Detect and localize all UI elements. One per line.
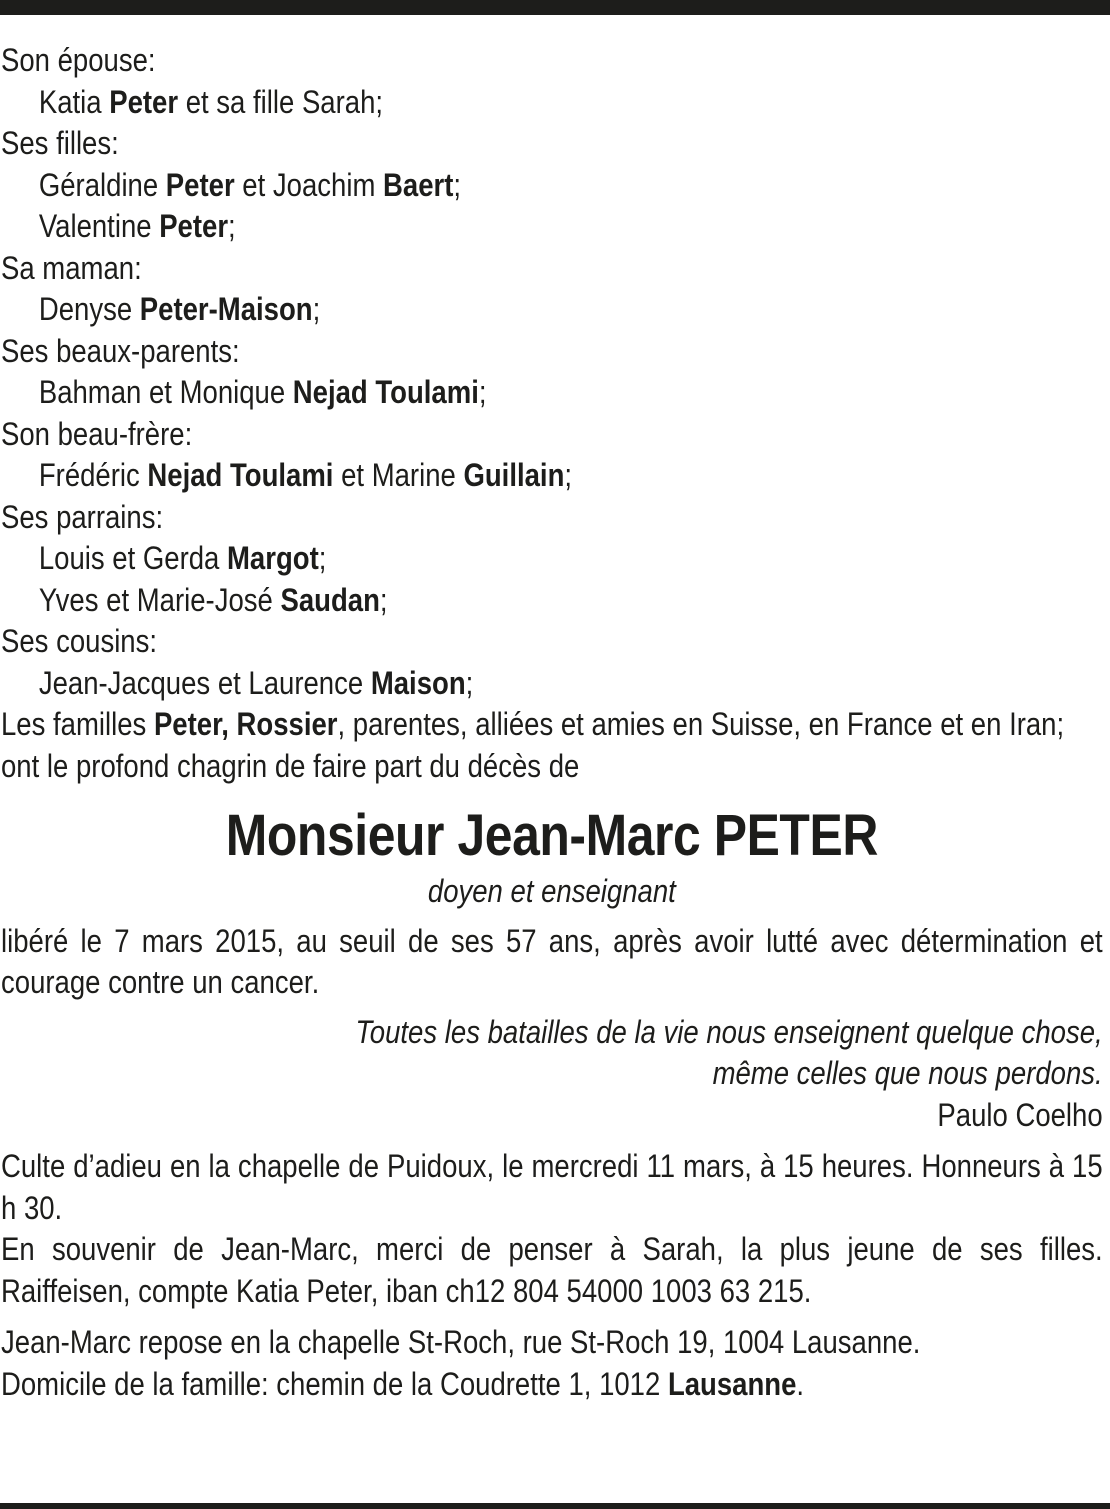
- text-span: et Marine: [333, 457, 464, 493]
- text-span: ;: [478, 374, 487, 410]
- text-span: Jean-Jacques et Laurence: [38, 664, 371, 701]
- text-span: Yves et Marie-José: [38, 581, 281, 618]
- families-line: [1, 704, 1103, 746]
- relative-group-heading: Son beau-frère:: [1, 415, 193, 452]
- text-span: Valentine: [38, 208, 160, 244]
- name-bold: Peter: [109, 83, 179, 120]
- relatives-list: [1, 40, 1103, 704]
- quote-line-1: Toutes les batailles de la vie nous enseignent quelque chose,: [355, 1013, 1103, 1050]
- name-bold: Nejad Toulami: [147, 457, 334, 493]
- text-span: , parentes, alliées et amies en Suisse, en France et en Iran;: [337, 706, 1065, 742]
- name-bold: Peter: [165, 166, 235, 203]
- relative-group-heading: Ses filles:: [1, 125, 119, 161]
- text-span: et sa fille Sarah;: [178, 83, 384, 120]
- text-span: ;: [228, 208, 236, 244]
- bottom-rule: [0, 1503, 1110, 1509]
- name-bold: Peter, Rossier: [153, 706, 338, 742]
- name-bold: Baert: [383, 166, 454, 203]
- text-span: Louis et Gerda: [38, 540, 228, 576]
- deceased-role: doyen et enseignant: [427, 873, 676, 909]
- relative-entry: [1, 580, 1103, 622]
- text-span: .: [796, 1365, 805, 1402]
- name-bold: Peter-Maison: [139, 291, 313, 327]
- name-bold: Saudan: [280, 581, 380, 618]
- name-bold: Maison: [370, 664, 466, 701]
- text-span: ;: [564, 457, 573, 493]
- text-span: ;: [379, 581, 388, 618]
- relative-entry: [1, 165, 1103, 207]
- relative-group-heading: Ses parrains:: [1, 498, 164, 535]
- text-span: Bahman et Monique: [38, 374, 293, 410]
- name-bold: Margot: [227, 540, 319, 576]
- relative-entry: [1, 206, 1103, 248]
- relative-group-heading: Son épouse:: [1, 42, 156, 78]
- name-bold: Guillain: [463, 457, 565, 493]
- name-bold: Lausanne: [667, 1365, 797, 1402]
- text-span: Géraldine: [38, 166, 166, 203]
- text-span: Frédéric: [38, 457, 148, 493]
- quote: [1, 1012, 1103, 1095]
- relative-entry: [1, 538, 1103, 580]
- text-span: ;: [465, 664, 474, 701]
- text-span: Denyse: [38, 291, 140, 327]
- memorial-text: En souvenir de Jean-Marc, merci de penser à Sarah, la plus jeune de ses filles. Raiffeisen, compte Katia Peter, iban ch12 804 54000 1003 63 215.: [1, 1231, 1103, 1309]
- death-text: libéré le 7 mars 2015, au seuil de ses 57 ans, après avoir lutté avec détermination et courage contre un cancer.: [1, 922, 1103, 1000]
- text-span: Les familles: [1, 706, 154, 742]
- relative-entry: [1, 289, 1103, 331]
- relative-entry: [1, 663, 1103, 705]
- text-span: ;: [312, 291, 321, 327]
- text-span: Domicile de la famille: chemin de la Coudrette 1, 1012: [1, 1365, 668, 1402]
- text-span: Katia: [38, 83, 110, 120]
- text-span: et Joachim: [234, 166, 384, 203]
- relative-group-heading: Sa maman:: [1, 249, 142, 286]
- top-rule: [0, 0, 1110, 15]
- name-bold: Peter: [159, 208, 229, 244]
- relative-group-heading: Ses cousins:: [1, 623, 158, 659]
- relative-entry: [1, 455, 1103, 497]
- quote-line-2: même celles que nous perdons.: [712, 1055, 1103, 1091]
- deceased-name: Monsieur Jean-Marc PETER: [225, 803, 878, 868]
- notice-content: [1, 40, 1103, 1405]
- ceremony-text: Culte d’adieu en la chapelle de Puidoux, le mercredi 11 mars, à 15 heures. Honneurs à 15 h 30.: [1, 1148, 1103, 1226]
- text-span: ;: [453, 166, 462, 203]
- name-bold: Nejad Toulami: [292, 374, 479, 410]
- rest-place-text: Jean-Marc repose en la chapelle St-Roch, rue St-Roch 19, 1004 Lausanne.: [1, 1324, 921, 1360]
- quote-author: Paulo Coelho: [937, 1096, 1103, 1133]
- announcement-line: ont le profond chagrin de faire part du décès de: [1, 747, 580, 784]
- domicile-text: [1, 1364, 1103, 1406]
- text-span: ;: [318, 540, 327, 576]
- relative-entry: [1, 372, 1103, 414]
- relative-entry: [1, 82, 1103, 124]
- relative-group-heading: Ses beaux-parents:: [1, 332, 240, 369]
